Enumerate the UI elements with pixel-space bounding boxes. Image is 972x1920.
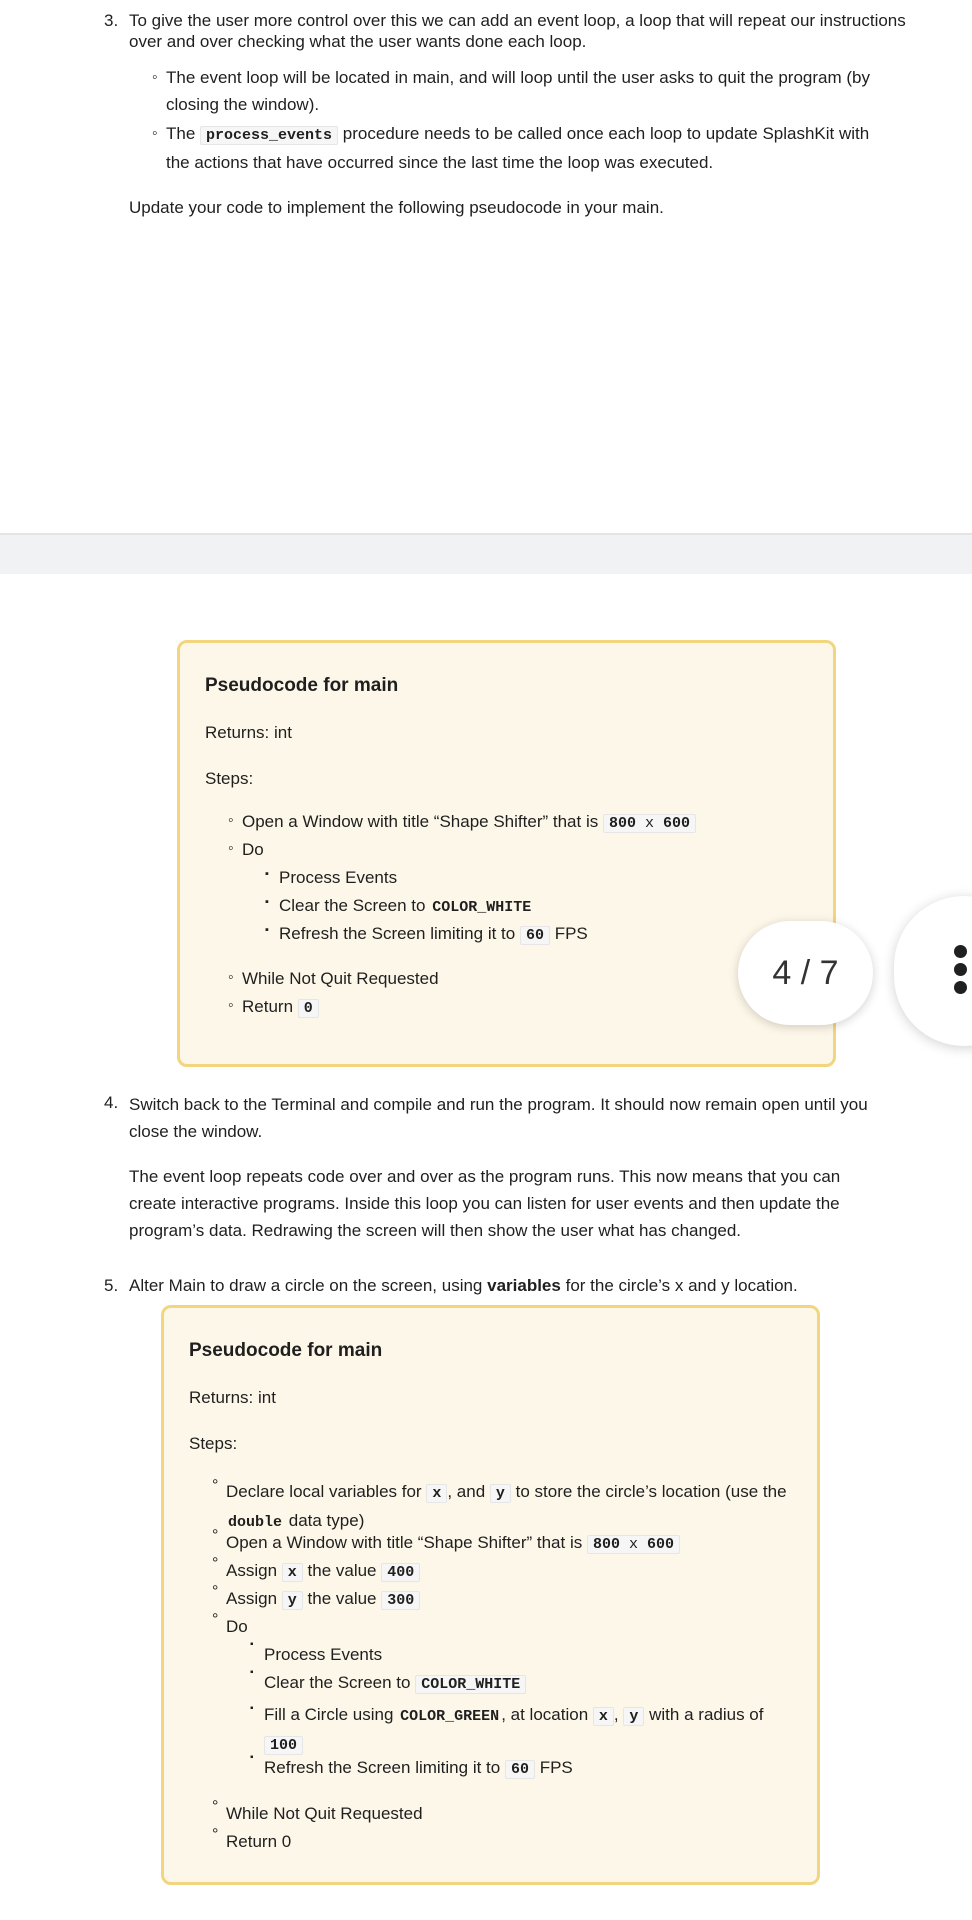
text: with a [649,1705,694,1724]
step-3-bullet-1: ◦ The event loop will be located in main, and will loop until the user asks to quit the program (by closing the window). [166,64,896,118]
more-options-icon [954,945,967,958]
text: , and [447,1482,486,1501]
return-code: 0 [298,999,319,1018]
text: to store the circle’s location (use the [515,1482,787,1501]
var-x-code: x [593,1707,614,1726]
box-2-fill-circle [264,1701,784,1759]
section-divider [0,533,972,574]
text: Refresh the Screen limiting it to [264,1758,501,1777]
text: Open a Window with title “Shape Shifter” that is [226,1533,583,1552]
text: the value [307,1561,377,1580]
box-2-clear-screen [264,1673,526,1693]
box-2-assign-y [226,1589,420,1609]
box-1-title: Pseudocode for main [205,675,399,696]
box-1-while: ◦ While Not Quit Requested [242,969,439,989]
text: Clear the Screen to [264,1673,411,1692]
text: FPS [539,1758,573,1777]
x: x [645,815,655,832]
more-options-button[interactable] [894,896,972,1046]
box-2-title: Pseudocode for main [189,1340,383,1361]
radius-code: 100 [264,1736,303,1755]
box-1-process-events: ▪ Process Events [279,868,397,888]
height: 600 [647,1536,675,1553]
box-2-while: ° While Not Quit Requested [226,1804,423,1824]
box-2-process-events: ▪ Process Events [264,1645,382,1665]
box-2-returns: Returns: int [189,1388,276,1407]
text: Fill a Circle using [264,1705,394,1724]
box-1-returns: Returns: int [205,723,292,742]
text: radius of [698,1705,764,1724]
y-value-code: 300 [381,1591,420,1610]
text: , [613,1705,619,1724]
text: Clear the Screen to [279,896,426,915]
x: x [629,1536,639,1553]
box-1-clear-screen [279,896,533,916]
x-value-code: 400 [381,1563,420,1582]
box-1-step-open-window [242,812,696,832]
box-1-step-do: ◦ Do [242,840,264,860]
step-3-bullet-2 [166,120,896,176]
text: Open a Window with title “Shape Shifter” that is [242,812,599,831]
var-x-code: x [426,1484,447,1503]
step-4-text: Switch back to the Terminal and compile and run the program. It should now remain open until you close the window. [129,1095,868,1141]
box-1-steps: Steps: [205,769,254,788]
text: Assign [226,1589,278,1608]
text: Return [242,997,294,1016]
process-events-code: process_events [200,126,338,145]
update-instruction: Update your code to implement the following pseudocode in your main. [129,198,664,217]
pseudocode-box-1 [177,640,836,1067]
variables-bold: variables [487,1276,561,1295]
text: The [166,124,196,143]
height: 600 [663,815,691,832]
box-2-do: ° Do [226,1617,248,1637]
more-options-icon [954,963,967,976]
text: , at location [501,1705,589,1724]
var-y-code: y [623,1707,644,1726]
step-5-text [129,1276,798,1296]
box-2-declare [226,1478,796,1536]
fps-code: 60 [520,926,550,945]
fps-code: 60 [505,1760,535,1779]
text: data type) [288,1511,365,1530]
text: Alter Main to draw a circle on the screen, using [129,1276,483,1295]
color-white-code: COLOR_WHITE [432,899,532,916]
text: Declare local variables for [226,1482,422,1501]
pseudocode-box-2 [161,1305,820,1885]
text: procedure needs to be called once each loop to update SplashKit with the actions that have occurred since the last time the loop was executed. [166,124,870,172]
box-2-return: ° Return 0 [226,1832,291,1852]
box-1-refresh [279,924,588,944]
page-indicator[interactable]: 4 / 7 [738,921,873,1025]
step-4-number: 4. [104,1093,119,1112]
color-green-code: COLOR_GREEN [400,1708,500,1725]
step-3-text: To give the user more control over this we can add an event loop, a loop that will repeat our instructions over and over checking what the user wants done each loop. [129,11,906,51]
color-white-code: COLOR_WHITE [415,1675,526,1694]
step-4-paragraph: The event loop repeats code over and over as the program runs. This now means that you can create interactive programs. Inside this loop you can listen for user events and then update the program’s data. Redrawing the screen will then show the user what has changed. [129,1167,841,1240]
box-2-assign-x [226,1561,420,1581]
var-x-code: x [282,1563,303,1582]
more-options-icon [954,981,967,994]
text: the value [307,1589,377,1608]
double-code: double [228,1514,283,1531]
step-3-number: 3. [104,11,119,30]
box-2-open-window [226,1533,680,1553]
window-size-code [603,814,696,833]
box-1-return [242,997,319,1017]
var-y-code: y [282,1591,303,1610]
text: for the circle’s x and y location. [565,1276,798,1295]
text: FPS [554,924,588,943]
step-5-number: 5. [104,1276,119,1295]
box-2-refresh [264,1758,573,1778]
var-y-code: y [490,1484,511,1503]
text: Assign [226,1561,278,1580]
box-2-steps: Steps: [189,1434,238,1453]
text: Refresh the Screen limiting it to [279,924,516,943]
width: 800 [592,1536,620,1553]
window-size-code [587,1535,680,1554]
width: 800 [608,815,636,832]
